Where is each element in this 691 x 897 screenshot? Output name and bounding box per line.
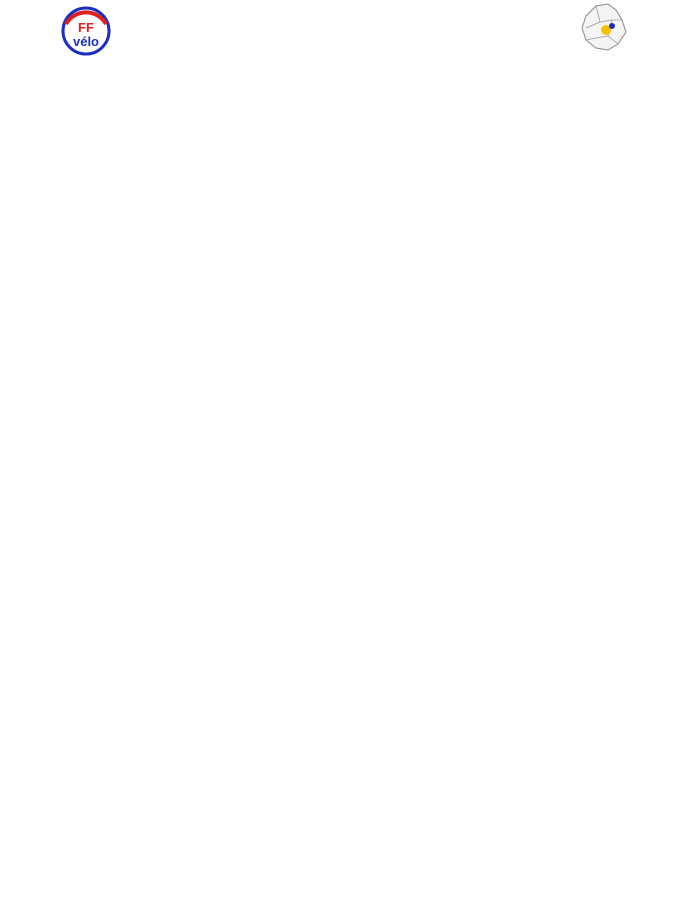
svg-text:vélo: vélo <box>72 34 100 49</box>
svg-text:FF: FF <box>78 20 94 35</box>
